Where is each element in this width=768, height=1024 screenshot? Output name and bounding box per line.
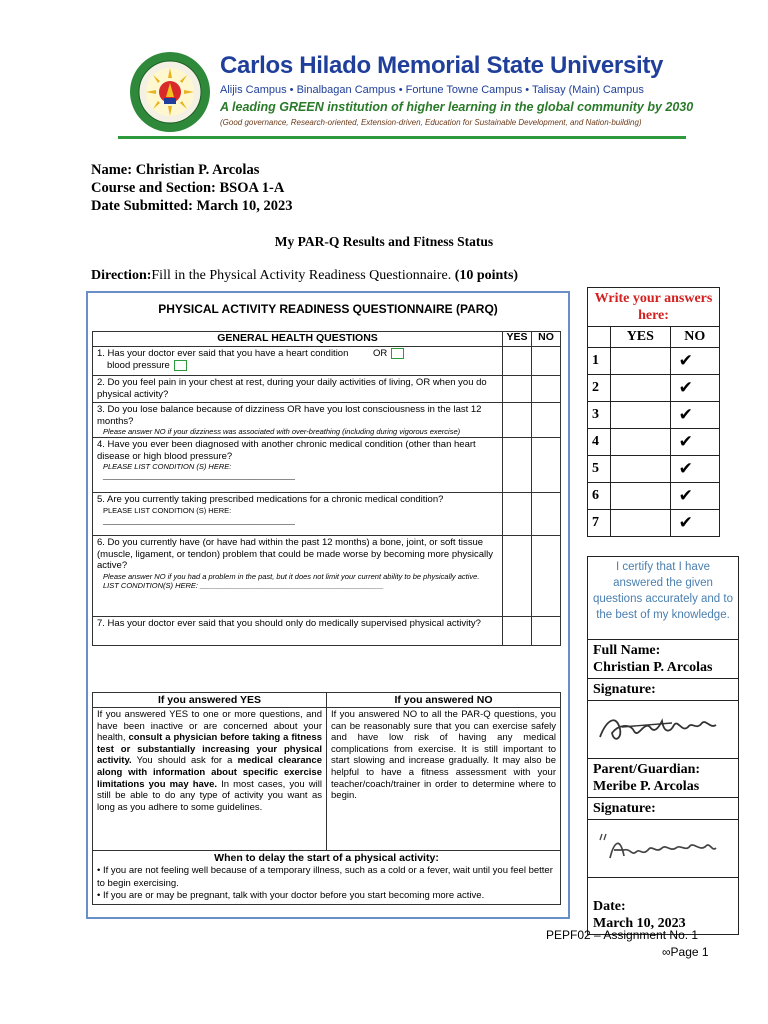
answer-row	[588, 402, 720, 429]
question-1-or: OR	[373, 348, 388, 360]
page-number: ∞Page 1	[662, 945, 709, 959]
q7-yes-cell[interactable]	[503, 617, 532, 646]
answer-no-check[interactable]: ✔	[670, 348, 719, 375]
yes-guidance-header: If you answered YES	[93, 693, 327, 708]
guardian-signature-label: Signature:	[588, 798, 739, 820]
certification-statement: I certify that I have answered the given questions accurately and to the best of my knowledge.	[588, 557, 739, 640]
direction-text: Fill in the Physical Activity Readiness Questionnaire.	[151, 268, 455, 283]
student-course: Course and Section: BSOA 1-A	[91, 180, 285, 196]
university-name: Carlos Hilado Memorial State University	[220, 52, 664, 79]
question-1-text: 1. Has your doctor ever said that you have a heart condition	[97, 348, 349, 360]
page-title: My PAR-Q Results and Fitness Status	[274, 234, 494, 249]
question-6-note: Please answer NO if you had a problem in the past, but it does not limit your current ability to be physically active.	[103, 571, 480, 581]
date-label: Date:	[593, 899, 626, 914]
guardian-signature-image	[592, 822, 722, 870]
student-signature-image	[592, 703, 722, 751]
university-subtagline: (Good governance, Research-oriented, Extension-driven, Education for Sustainable Development, and Nation-building)	[220, 118, 642, 127]
answer-yes-cell[interactable]	[611, 402, 671, 429]
answer-number: 6	[588, 483, 611, 510]
heart-condition-checkbox[interactable]	[391, 348, 404, 359]
answer-row	[588, 429, 720, 456]
question-4-text: 4. Have you ever been diagnosed with another chronic medical condition (other than heart disease or high blood pressure?	[97, 439, 476, 462]
answer-yes-cell[interactable]	[611, 510, 671, 537]
q2-yes-cell[interactable]	[503, 376, 532, 403]
delay-item-pregnancy: • If you are or may be pregnant, talk with your doctor before you start becoming more active.	[97, 890, 485, 901]
question-4-list-line[interactable]: ______________________________________________	[103, 471, 295, 480]
yes-text-part-3: In most cases, you will still be able to do any type of activity you want as long as you adhere to some guidelines.	[97, 778, 323, 813]
question-3-text: 3. Do you lose balance because of dizziness OR have you lost consciousness in the last 12 months?	[97, 404, 482, 427]
q1-no-cell[interactable]	[532, 347, 561, 376]
answer-num-header	[588, 327, 611, 348]
question-6-list-line[interactable]: LIST CONDITION(S) HERE: ____________________________________________	[103, 580, 384, 590]
question-2-text: 2. Do you feel pain in your chest at rest, during your daily activities of living, OR when you do physical activity?	[97, 377, 487, 400]
delay-title: When to delay the start of a physical activity:	[214, 852, 439, 864]
date-submitted: Date Submitted: March 10, 2023	[91, 198, 293, 214]
q3-no-cell[interactable]	[532, 403, 561, 438]
parq-title: PHYSICAL ACTIVITY READINESS QUESTIONNAIRE (PARQ)	[158, 302, 498, 316]
yes-text-part-1: If you answered YES to one or more questions, and have been inactive or are concerned about your health,	[97, 709, 322, 744]
full-name-value: Christian P. Arcolas	[593, 660, 713, 675]
full-name-label: Full Name:	[593, 643, 661, 658]
guardian-label: Parent/Guardian:	[593, 762, 701, 777]
full-name-cell	[588, 640, 739, 679]
answer-yes-cell[interactable]	[611, 375, 671, 402]
answer-number: 5	[588, 456, 611, 483]
parq-questionnaire	[86, 291, 570, 919]
q2-no-cell[interactable]	[532, 376, 561, 403]
header-divider	[118, 136, 686, 139]
answer-yes-cell[interactable]	[611, 483, 671, 510]
guardian-cell	[588, 759, 739, 798]
q6-no-cell[interactable]	[532, 536, 561, 617]
delay-activity-section	[93, 851, 561, 905]
no-guidance-text: If you answered NO to all the PAR-Q questions, you can be reasonably sure that you can exercise safely and have low risk of having any medical complications from exercise. It is still important to start slowing and increase gradually. It may also be helpful to have a fitness assessment with your teacher/coach/trainer in order to determine where to begin.	[327, 708, 561, 851]
question-6-text: 6. Do you currently have (or have had within the past 12 months) a bone, joint, or soft tissue (muscle, ligament, or tendon) problem that could be made worse by becoming more physically active?	[97, 537, 494, 571]
question-row-4	[93, 438, 561, 493]
student-signature-label: Signature:	[588, 679, 739, 701]
student-name: Name: Christian P. Arcolas	[91, 162, 260, 178]
no-column-header: NO	[532, 332, 561, 347]
question-row-6	[93, 536, 561, 617]
q7-no-cell[interactable]	[532, 617, 561, 646]
blood-pressure-checkbox[interactable]	[174, 360, 187, 371]
answer-number: 4	[588, 429, 611, 456]
yes-guidance-text	[93, 708, 327, 851]
question-5-text: 5. Are you currently taking prescribed medications for a chronic medical condition?	[97, 494, 444, 505]
answer-no-check[interactable]: ✔	[670, 402, 719, 429]
guidance-table	[92, 692, 561, 905]
answer-row	[588, 483, 720, 510]
general-health-table	[92, 331, 561, 646]
question-1-blood-pressure: blood pressure	[107, 359, 170, 371]
answer-number: 7	[588, 510, 611, 537]
question-row-7	[93, 617, 561, 646]
answer-row	[588, 348, 720, 375]
question-4-note: PLEASE LIST CONDITION (S) HERE:	[103, 462, 232, 471]
q3-yes-cell[interactable]	[503, 403, 532, 438]
question-5-list-line[interactable]: ______________________________________________	[103, 515, 295, 525]
answer-number: 1	[588, 348, 611, 375]
q4-no-cell[interactable]	[532, 438, 561, 493]
university-tagline: A leading GREEN institution of higher learning in the global community by 2030	[220, 100, 694, 114]
yes-text-part-2: You should ask for a	[131, 755, 238, 767]
answer-yes-cell[interactable]	[611, 429, 671, 456]
answer-grid-header: Write your answers here:	[588, 288, 720, 327]
q5-yes-cell[interactable]	[503, 493, 532, 536]
date-cell	[588, 878, 739, 935]
q5-no-cell[interactable]	[532, 493, 561, 536]
no-guidance-header: If you answered NO	[327, 693, 561, 708]
answer-no-check[interactable]: ✔	[670, 510, 719, 537]
answer-no-check[interactable]: ✔	[670, 483, 719, 510]
yes-column-header: YES	[503, 332, 532, 347]
general-health-header: GENERAL HEALTH QUESTIONS	[93, 332, 503, 347]
question-row-2	[93, 376, 561, 403]
answer-yes-cell[interactable]	[611, 348, 671, 375]
yes-text-bold-2: medical clearance along with information about specific exercise limitations you may have.	[97, 755, 322, 790]
answer-no-header: NO	[670, 327, 719, 348]
answer-no-check[interactable]: ✔	[670, 375, 719, 402]
direction-line	[91, 268, 518, 284]
q4-yes-cell[interactable]	[503, 438, 532, 493]
question-row-1	[93, 347, 561, 376]
answer-no-check[interactable]: ✔	[670, 429, 719, 456]
delay-item-illness: • If you are not feeling well because of a temporary illness, such as a cold or a fever, wait until you feel better to begin exercising.	[97, 865, 553, 889]
answer-row	[588, 375, 720, 402]
answer-no-check[interactable]: ✔	[670, 456, 719, 483]
guardian-signature-cell[interactable]	[588, 820, 739, 878]
question-row-3	[93, 403, 561, 438]
yes-text-bold-1: consult a physician before taking a fitness test or substantially increasing your physical activity.	[97, 732, 322, 767]
answer-number: 3	[588, 402, 611, 429]
answer-row	[588, 456, 720, 483]
q1-yes-cell[interactable]	[503, 347, 532, 376]
answer-row	[588, 510, 720, 537]
student-signature-cell[interactable]	[588, 701, 739, 759]
direction-points: (10 points)	[454, 268, 519, 283]
question-3-note: Please answer NO if your dizziness was associated with over-breathing (including during vigorous exercise)	[103, 427, 461, 436]
question-row-5	[93, 493, 561, 536]
university-seal-logo	[128, 50, 212, 134]
answer-grid	[587, 287, 720, 537]
question-5-note: PLEASE LIST CONDITION (S) HERE:	[103, 505, 232, 515]
q6-yes-cell[interactable]	[503, 536, 532, 617]
answer-number: 2	[588, 375, 611, 402]
certification-block	[587, 556, 739, 935]
assignment-footer: PEPF02 – Assignment No. 1	[546, 928, 699, 942]
answer-yes-header: YES	[611, 327, 671, 348]
answer-yes-cell[interactable]	[611, 456, 671, 483]
direction-label: Direction:	[91, 268, 152, 283]
guardian-name: Meribe P. Arcolas	[593, 779, 700, 794]
date-value: March 10, 2023	[593, 916, 686, 931]
campus-list: Alijis Campus • Binalbagan Campus • Fortune Towne Campus • Talisay (Main) Campus	[220, 84, 644, 96]
question-7-text: 7. Has your doctor ever said that you should only do medically supervised physical activity?	[97, 618, 481, 629]
